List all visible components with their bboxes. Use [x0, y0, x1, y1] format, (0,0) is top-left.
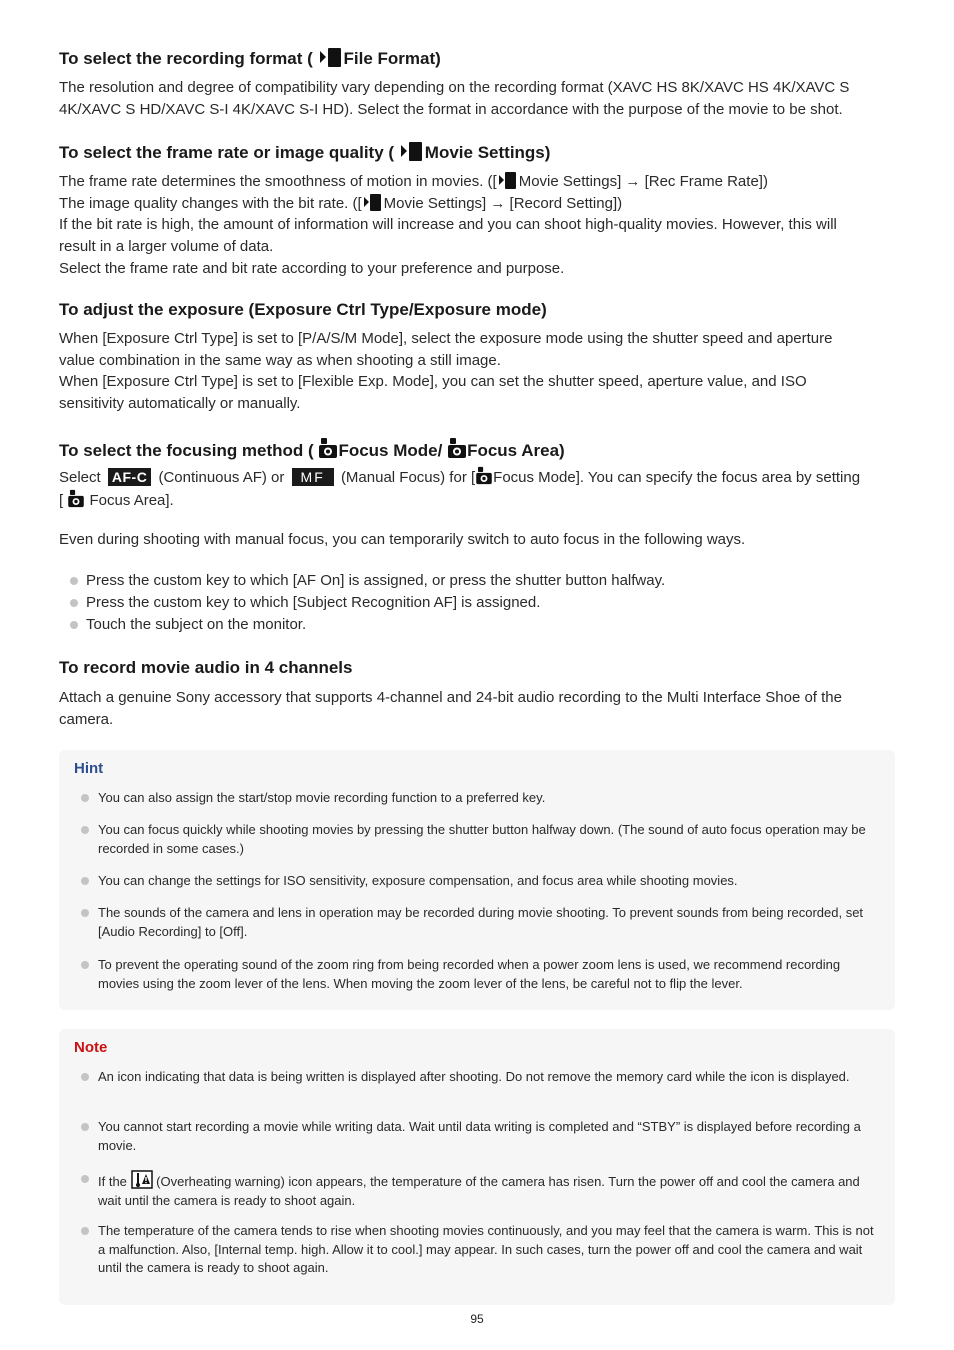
exposure-text: When [Exposure Ctrl Type] is set to [P/A/S/M Mode], select the exposure mode using the shutter speed and aperture value combination in the same way as when shooting a still image. When [Exposure Ctrl Type] is set to [Flexible Exp. Mode], you can set the shutter speed, aperture value, and ISO sensitivity automatically or manually. — [59, 330, 833, 413]
hint-box — [59, 750, 895, 1010]
bullet-icon — [81, 1073, 89, 1081]
bullet-icon — [81, 909, 89, 917]
list-item: Press the custom key to which [AF On] is assigned, or press the shutter button halfway. — [70, 570, 665, 592]
movie-mode-icon — [364, 194, 382, 211]
note-item: You cannot start recording a movie while writing data. Wait until data writing is completed and “STBY” is displayed before recording a movie. — [81, 1118, 881, 1155]
heading-focus-method: To select the focusing method ( Focus Mode/ Focus Area) — [59, 437, 565, 461]
note-item: The temperature of the camera tends to rise when shooting movies continuously, and you may feel that the camera is warm. This is not a malfunction. Also, [Internal temp. high. Allow it to cool.] may appear. In such cases, turn the power off and cool the camera and wait until the camera is ready to shoot again. — [81, 1222, 881, 1278]
af-c-badge: AF-C — [108, 468, 151, 486]
note-item: An icon indicating that data is being written is displayed after shooting. Do not remove the memory card while the icon is displayed. — [81, 1068, 881, 1087]
bullet-icon — [81, 794, 89, 802]
movie-mode-icon — [401, 142, 423, 161]
camera-focus-icon — [475, 466, 493, 485]
bullet-icon — [70, 599, 78, 607]
heading-recording-format: To select the recording format ( File Format) — [59, 49, 441, 68]
hint-item: You can also assign the start/stop movie recording function to a preferred key. — [81, 789, 881, 808]
frame-rate-text: The frame rate determines the smoothness of motion in movies. ([ Movie Settings] → [Rec Frame Rate]) The image quality changes with the bit rate. ([ Movie Settings] → [Record Setting]) If the bit rate is high, the amount of information will increase and you can shoot high-quality movies. However, this will result in a larger volume of data. Select the frame rate and bit rate according to your preference and purpose. — [59, 173, 837, 277]
overheating-warning-icon — [131, 1170, 153, 1189]
bullet-icon — [81, 1123, 89, 1131]
bullet-icon — [81, 1175, 89, 1183]
bullet-icon — [81, 877, 89, 885]
movie-mode-icon — [499, 172, 517, 189]
focus-text: Select AF-C (Continuous AF) or MF (Manual Focus) for [ Focus Mode]. You can specify the focus area by setting [ Focus Area]. — [59, 466, 899, 511]
movie-mode-icon — [320, 48, 342, 67]
hint-item: You can focus quickly while shooting movies by pressing the shutter button halfway down. (The sound of auto focus operation may be recorded in some cases.) — [81, 821, 881, 858]
list-item: Touch the subject on the monitor. — [70, 614, 306, 636]
hint-item: To prevent the operating sound of the zoom ring from being recorded when a power zoom lens is used, we recommend recording movies using the zoom lever of the lens. When moving the zoom lever of the lens, be careful not to flip the lever. — [81, 956, 881, 993]
bullet-icon — [81, 826, 89, 834]
hint-item: You can change the settings for ISO sensitivity, exposure compensation, and focus area while shooting movies. — [81, 872, 881, 891]
focus-manual-text: Even during shooting with manual focus, you can temporarily switch to auto focus in the following ways. — [59, 531, 746, 548]
bullet-icon — [81, 961, 89, 969]
heading-frame-rate: To select the frame rate or image quality ( Movie Settings) — [59, 143, 551, 162]
camera-focus-icon — [318, 437, 338, 459]
camera-focus-icon — [67, 489, 85, 508]
heading-exposure: To adjust the exposure (Exposure Ctrl Type/Exposure mode) — [59, 300, 547, 319]
audio-text: Attach a genuine Sony accessory that supports 4-channel and 24-bit audio recording to the Multi Interface Shoe of the camera. — [59, 689, 842, 728]
note-title: Note — [74, 1039, 108, 1056]
note-box — [59, 1029, 895, 1305]
list-item: Press the custom key to which [Subject Recognition AF] is assigned. — [70, 592, 540, 614]
heading-audio: To record movie audio in 4 channels — [59, 658, 353, 677]
bullet-icon — [70, 621, 78, 629]
hint-item: The sounds of the camera and lens in operation may be recorded during movie shooting. To prevent sounds from being recorded, set [Audio Recording] to [Off]. — [81, 904, 881, 941]
bullet-icon — [81, 1227, 89, 1235]
bullet-icon — [70, 577, 78, 585]
recording-format-text: The resolution and degree of compatibility vary depending on the recording format (XAVC HS 8K/XAVC HS 4K/XAVC S 4K/XAVC S HD/XAVC S-I 4K/XAVC S-I HD). Select the format in accordance with the purpose of the movie to be shot. — [59, 79, 850, 118]
camera-focus-icon — [447, 437, 467, 459]
mf-badge: MF — [292, 468, 334, 486]
hint-title: Hint — [74, 760, 104, 777]
note-item: If the (Overheating warning) icon appears, the temperature of the camera has risen. Turn the power off and cool the camera and wait until the camera is ready to shoot again. — [81, 1170, 881, 1210]
page-number: 95 — [470, 1312, 484, 1326]
